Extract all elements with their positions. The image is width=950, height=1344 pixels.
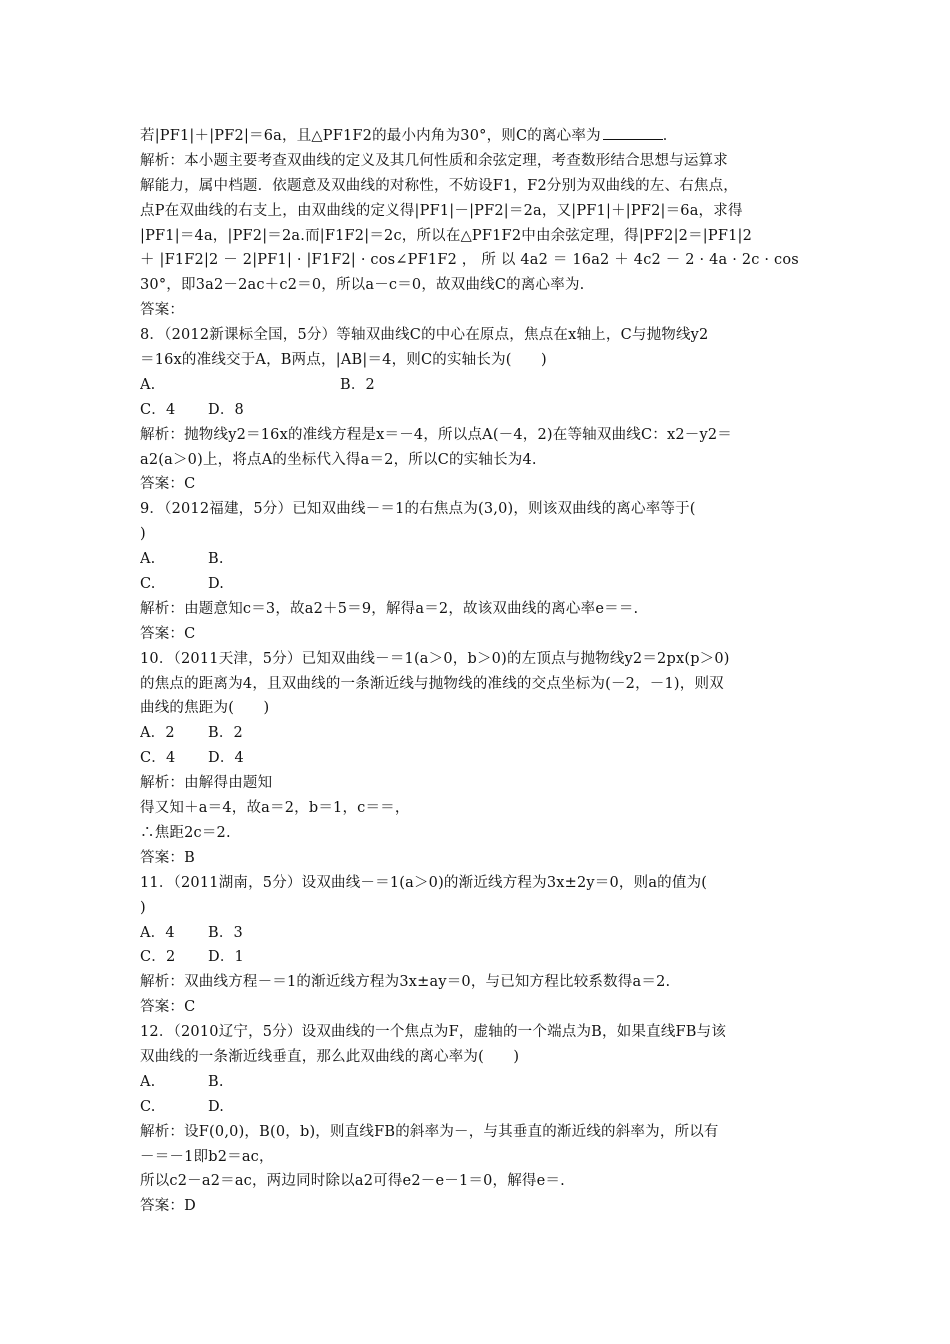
text-line: a2(a＞0)上，将点A的坐标代入得a＝2，所以C的实轴长为4.	[140, 451, 537, 468]
option-b: B.	[208, 1073, 224, 1090]
option-a: A．4	[140, 924, 175, 941]
question-11-line: 11．（2011湖南，5分）设双曲线－＝1(a＞0)的渐近线方程为3x±2y＝0，则a的值为(	[140, 874, 708, 891]
line-tail: ．	[662, 128, 678, 144]
option-b: B．2	[340, 376, 375, 393]
question-9-line: 9．（2012福建，5分）已知双曲线－＝1的右焦点为(3,0)，则该双曲线的离心率等于(	[140, 501, 696, 518]
options-line	[140, 398, 820, 423]
answer-line: 答案：C	[140, 999, 196, 1016]
text-line: －＝－1即b2＝ac，	[140, 1148, 274, 1165]
text-line: 解析：设F(0,0)，B(0，b)，则直线FB的斜率为－，与其垂直的渐近线的斜率为，所以有	[140, 1123, 719, 1140]
text-line: 的焦点的距离为4，且双曲线的一条渐近线与抛物线的准线的交点坐标为(－2，－1)，则双	[140, 675, 724, 692]
option-d: D.	[208, 1098, 225, 1115]
text-line: 解析：双曲线方程－＝1的渐近线方程为3x±ay＝0，与已知方程比较系数得a＝2.	[140, 974, 671, 991]
text-line: 得又知＋a＝4，故a＝2，b＝1，c＝＝，	[140, 800, 410, 817]
text-line: 所以c2－a2＝ac，两边同时除以a2可得e2－e－1＝0，解得e＝.	[140, 1173, 565, 1190]
option-b: B.	[208, 551, 224, 568]
option-c: C.	[140, 576, 156, 593]
line-text: 若|PF1|＋|PF2|＝6a，且△PF1F2的最小内角为30°，则C的离心率为	[140, 128, 601, 144]
options-line	[140, 945, 820, 970]
option-a: A.	[140, 376, 156, 393]
question-10-line: 10．（2011天津，5分）已知双曲线－＝1(a＞0，b＞0)的左顶点与抛物线y2＝2px(p＞0)	[140, 650, 730, 667]
option-c: C．4	[140, 750, 176, 767]
answer-line: 答案：C	[140, 476, 196, 493]
options-line	[140, 921, 820, 946]
question-12-line: 12．（2010辽宁，5分）设双曲线的一个焦点为F，虚轴的一个端点为B，如果直线FB与该	[140, 1024, 727, 1041]
options-line	[140, 746, 820, 771]
option-d: D．8	[208, 401, 244, 418]
options-line	[140, 1095, 820, 1120]
options-line	[140, 373, 820, 398]
answer-line: 答案：D	[140, 1198, 196, 1215]
text-line: 解析：本小题主要考查双曲线的定义及其几何性质和余弦定理，考查数形结合思想与运算求	[140, 152, 728, 169]
text-line: ＋ |F1F2|2 － 2|PF1| · |F1F2| · cos∠PF1F2 ， 所 以 4a2 ＝ 16a2 ＋ 4c2 － 2 · 4a · 2c · cos	[140, 252, 799, 269]
option-a: A.	[140, 551, 156, 568]
text-line: 解能力，属中档题．依题意及双曲线的对称性，不妨设F1，F2分别为双曲线的左、右焦点，	[140, 177, 738, 194]
option-c: C.	[140, 1098, 156, 1115]
option-d: D．4	[208, 750, 244, 767]
text-line: 解析：由题意知c＝3，故a2＋5＝9，解得a＝2，故该双曲线的离心率e＝＝.	[140, 600, 639, 617]
text-line: ∴焦距2c＝2.	[140, 824, 231, 841]
option-b: B．2	[208, 725, 243, 742]
option-c: C．2	[140, 949, 176, 966]
text-line: 双曲线的一条渐近线垂直，那么此双曲线的离心率为( )	[140, 1048, 520, 1065]
option-a: A．2	[140, 725, 175, 742]
question-8-line: 8．（2012新课标全国，5分）等轴双曲线C的中心在原点，焦点在x轴上，C与抛物线y2	[140, 327, 709, 344]
options-line	[140, 547, 820, 572]
answer-line: 答案：C	[140, 625, 196, 642]
text-line: 30°，即3a2－2ac＋c2＝0，所以a－c＝0，故双曲线C的离心率为.	[140, 277, 585, 294]
answer-line: 答案：	[140, 302, 185, 319]
option-d: D．1	[208, 949, 244, 966]
option-b: B．3	[208, 924, 243, 941]
document-body	[140, 124, 820, 1219]
answer-line: 答案：B	[140, 849, 195, 866]
options-line	[140, 1070, 820, 1095]
text-line: )	[140, 526, 146, 543]
text-line: 解析：由解得由题知	[140, 775, 273, 792]
options-line	[140, 572, 820, 597]
option-c: C．4	[140, 401, 176, 418]
text-line: 解析：抛物线y2＝16x的准线方程是x＝－4，所以点A(－4，2)在等轴双曲线C：x2－y2＝	[140, 426, 732, 443]
text-line: |PF1|＝4a，|PF2|＝2a.而|F1F2|＝2c，所以在△PF1F2中由余弦定理，得|PF2|2＝|PF1|2	[140, 227, 753, 244]
option-d: D.	[208, 576, 225, 593]
text-line: ＝16x的准线交于A，B两点，|AB|＝4，则C的实轴长为( )	[140, 352, 547, 369]
option-a: A.	[140, 1073, 156, 1090]
options-line	[140, 721, 820, 746]
text-line: 点P在双曲线的右支上，由双曲线的定义得|PF1|－|PF2|＝2a，又|PF1|＋|PF2|＝6a，求得	[140, 202, 743, 219]
text-line	[140, 124, 820, 149]
text-line: 曲线的焦距为( )	[140, 700, 270, 717]
text-line: )	[140, 899, 146, 916]
answer-blank	[603, 125, 663, 140]
